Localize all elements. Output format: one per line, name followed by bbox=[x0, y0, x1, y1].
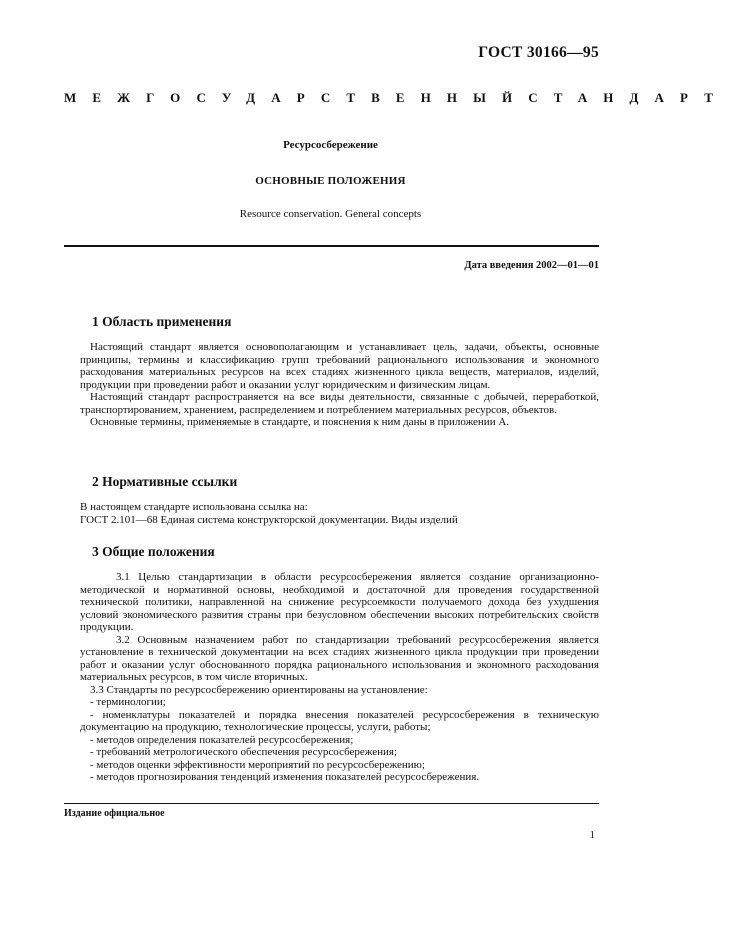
section-1-body bbox=[80, 341, 599, 429]
title-divider bbox=[64, 245, 599, 247]
clause-3-3: 3.3 Стандарты по ресурсосбережению ориентированы на установление: bbox=[90, 683, 428, 696]
list-item: - терминологии; bbox=[90, 696, 166, 708]
standard-banner bbox=[64, 90, 729, 106]
normative-reference: ГОСТ 2.101—68 Единая система конструкторской документации. Виды изделий bbox=[80, 513, 458, 526]
section-2-body bbox=[80, 501, 599, 526]
banner-word-standard: СТАНДАРТ bbox=[528, 90, 729, 105]
english-title: Resource conservation. General concepts bbox=[239, 208, 422, 220]
clause-3-2: 3.2 Основным назначением работ по стандартизации требований ресурсосбережения является установление в технической документации на всех стадиях жизненного цикла продукции при проведении работ и оказании услуг обоснованного порядка рационального использования и экономного расходования материальных ресурсов, в том числе вторичных. bbox=[80, 633, 599, 683]
section-3-heading: 3 Общие положения bbox=[92, 544, 215, 559]
section-1-paragraph: Настоящий стандарт является основополагающим и устанавливает цель, задачи, объекты, основные принципы, термины и классификацию групп требований рационального использования и экономного расходования материальных ресурсов на всех стадиях жизненного цикла веществ, материалов, изделий, продукции при проведении работ и оказании услуг юридическим и физическим лицам. bbox=[80, 341, 599, 391]
section-1-paragraph: Основные термины, применяемые в стандарте, и пояснения к ним даны в приложении А. bbox=[90, 416, 510, 428]
list-item: - номенклатуры показателей и порядка внесения показателей ресурсосбережения в техническую документацию на продукцию, технологические процессы, услуги, работы; bbox=[80, 708, 599, 733]
section-2-heading: 2 Нормативные ссылки bbox=[92, 474, 238, 489]
official-edition-label: Издание официальное bbox=[64, 808, 165, 819]
list-item: - методов оценки эффективности мероприятий по ресурсосбережению; bbox=[90, 758, 425, 771]
clause-3-1: 3.1 Целью стандартизации в области ресурсосбережения является создание организационно-методической и нормативной основы, необходимой и достаточной для проведения государственной технической политики, направленной на снижение ресурсоемкости получаемого дохода без ухудшения условий экономического развития страны при безусловном обеспечении высоких потребительских свойств продукции. bbox=[80, 571, 599, 633]
introduction-date: Дата введения 2002—01—01 bbox=[464, 260, 599, 271]
banner-word-interstate: МЕЖГОСУДАРСТВЕННЫЙ bbox=[64, 90, 529, 105]
document-subject: Ресурсосбережение bbox=[283, 139, 378, 151]
list-item: - методов определения показателей ресурсосбережения; bbox=[90, 733, 354, 746]
section-1-heading: 1 Область применения bbox=[92, 314, 232, 329]
section-1-paragraph: Настоящий стандарт распространяется на все виды деятельности, связанные с добычей, переработкой, транспортированием, хранением, распределением и потреблением материальных ресурсов, объектов. bbox=[80, 391, 599, 416]
section-3-body bbox=[80, 571, 599, 784]
list-item: - требований метрологического обеспечения ресурсосбережения; bbox=[90, 746, 398, 758]
page-number: 1 bbox=[589, 829, 595, 841]
footer-divider bbox=[64, 803, 599, 804]
list-item: - методов прогнозирования тенденций изменения показателей ресурсосбережения. bbox=[90, 771, 480, 783]
section-2-paragraph: В настоящем стандарте использована ссылка на: bbox=[80, 501, 308, 513]
gost-number: ГОСТ 30166—95 bbox=[478, 44, 599, 61]
document-title: ОСНОВНЫЕ ПОЛОЖЕНИЯ bbox=[255, 175, 406, 187]
